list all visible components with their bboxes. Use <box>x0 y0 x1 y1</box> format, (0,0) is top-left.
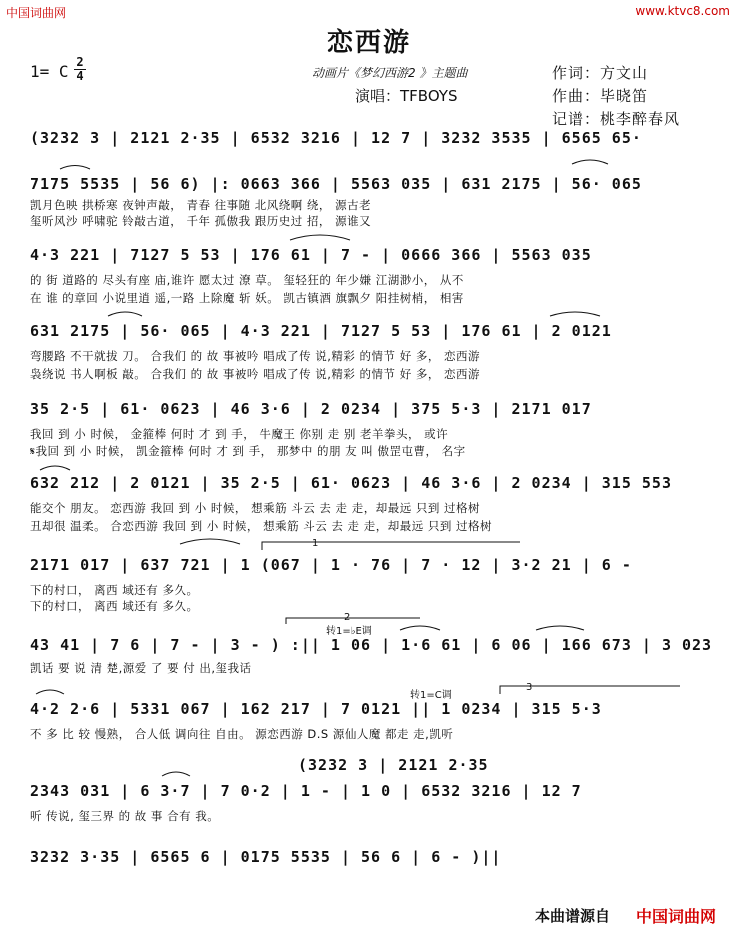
footer-source-site[interactable]: 中国词曲网 <box>636 907 717 926</box>
score-row-8: 43 41 | 7 6 | 7 - | 3 - ) :|| 1 06 | 1·6 61 | 6 06 | 166 673 | 3 023 <box>30 636 713 654</box>
site-url-right[interactable]: www.ktvc8.com <box>635 4 730 18</box>
lyric-row-9: 不 多 比 较 慢熟， 合人低 调向往 自由。 源恋西游 D.S 源仙人魔 都走 走,凯听 <box>30 727 454 741</box>
slur <box>290 235 350 240</box>
volta-1-label: 1 <box>312 538 319 549</box>
score-row-5: 35 2·5 | 61· 0623 | 46 3·6 | 2 0234 | 375 5·3 | 2171 017 <box>30 400 592 418</box>
site-name-left[interactable]: 中国词曲网 <box>6 6 67 20</box>
slur <box>36 690 64 694</box>
volta-bracket <box>286 618 420 624</box>
slur <box>572 160 608 164</box>
modulation-c: 转1=C调 <box>410 690 452 701</box>
score-row-11: 3232 3·35 | 6565 6 | 0175 5535 | 56 6 | 6 - )|| <box>30 848 502 866</box>
slur <box>180 539 240 544</box>
modulation-e-flat: 转1=♭E调 <box>326 626 372 637</box>
lyric-row-4-verse-2: 袅绕说 书人啊板 敲。 合我们 的 故 事被吟 唱成了传 说,精彩 的情节 好 多， 恋西游 <box>30 367 481 381</box>
score-row-1: (3232 3 | 2121 2·35 | 6532 3216 | 12 7 | 3232 3535 | 6565 65· <box>30 129 642 147</box>
slur <box>60 166 90 170</box>
slur <box>536 626 584 630</box>
lyric-row-8: 凯话 要 说 清 楚,源爱 了 要 付 出,玺我话 <box>30 661 252 675</box>
slur <box>108 312 142 316</box>
score-row-9: 4·2 2·6 | 5331 067 | 162 217 | 7 0121 || 1 0234 | 315 5·3 <box>30 700 602 718</box>
volta-3-label: 3 <box>526 682 533 693</box>
score-row-7: 2171 017 | 637 721 | 1 (067 | 1 · 76 | 7 · 12 | 3·2 21 | 6 - <box>30 556 632 574</box>
lyric-row-2-verse-2: 玺听风沙 呼啸驼 铃敲古道， 千年 孤傲我 跟历史过 招， 源谁又 <box>30 214 372 228</box>
lyric-row-5-verse-2: 𝄋我回 到 小 时候， 凯金箍棒 何时 才 到 手， 那梦中 的朋 友 叫 傲罡屯曹， 名字 <box>30 444 466 458</box>
slur <box>550 312 600 316</box>
performer: 演唱：TFBOYS <box>355 87 458 105</box>
composer-credit: 作曲：毕晓笛 <box>552 87 649 105</box>
volta-bracket <box>500 686 680 694</box>
score-row-4: 631 2175 | 56· 065 | 4·3 221 | 7127 5 53 | 176 61 | 2 0121 <box>30 322 612 340</box>
lyric-row-6-verse-1: 能交个 朋友。 恋西游 我回 到 小 时候， 想乘筋 斗云 去 走 走，却最远 只到 过格树 <box>30 501 481 515</box>
score-row-2: 7175 5535 | 56 6) |: 0663 366 | 5563 035 | 631 2175 | 56· 065 <box>30 175 642 193</box>
lyric-row-7-verse-2: 下的村口， 离西 域还有 多久。 <box>30 599 199 613</box>
subtitle: 动画片《梦幻西游2 》主题曲 <box>312 66 468 80</box>
lyric-row-2-verse-1: 凯月色映 拱桥寒 夜钟声敲， 青春 往事随 北风绕啊 绕， 源古老 <box>30 198 372 212</box>
score-row-6: 632 212 | 2 0121 | 35 2·5 | 61· 0623 | 46 3·6 | 2 0234 | 315 553 <box>30 474 672 492</box>
lyric-row-7-verse-1: 下的村口， 离西 域还有 多久。 <box>30 583 199 597</box>
lyric-row-5-verse-1: 我回 到 小 时候， 金箍棒 何时 才 到 手， 牛魔王 你别 走 别 老羊拳头， 或许 <box>30 427 449 441</box>
slur <box>400 626 440 630</box>
key-signature: 1= C <box>30 62 69 81</box>
slur <box>162 772 190 776</box>
score-row-10: 2343 031 | 6 3·7 | 7 0·2 | 1 - | 1 0 | 6532 3216 | 12 7 <box>30 782 582 800</box>
song-title: 恋西游 <box>326 28 411 58</box>
lyric-row-4-verse-1: 弯腰路 不干就拔 刀。 合我们 的 故 事被吟 唱成了传 说,精彩 的情节 好 多， 恋西游 <box>30 349 481 363</box>
time-signature-top: 2 <box>76 55 84 69</box>
transcriber-credit: 记谱：桃李醉春风 <box>552 110 681 128</box>
intro-repeat: (3232 3 | 2121 2·35 <box>298 756 489 774</box>
volta-2-label: 2 <box>344 612 351 623</box>
time-signature-bottom: 4 <box>76 69 84 83</box>
lyric-row-3-verse-2: 在 谁 的章回 小说里逍 遥,一路 上除魔 斩 妖。 凯古镇酒 旗飘夕 阳挂树梢， 相害 <box>30 291 464 305</box>
lyric-row-6-verse-2: 丑却很 温柔。 合恋西游 我回 到 小 时候， 想乘筋 斗云 去 走 走，却最远 只到 过格树 <box>30 519 493 533</box>
lyricist-credit: 作词：方文山 <box>552 64 649 82</box>
slur <box>40 466 70 470</box>
score-row-3: 4·3 221 | 7127 5 53 | 176 61 | 7 - | 0666 366 | 5563 035 <box>30 246 592 264</box>
lyric-row-3-verse-1: 的 街 道路的 尽头有座 庙,谁许 愿太过 潦 草。 玺轻狂的 年少嫌 江湖渺小， 从不 <box>30 273 464 287</box>
volta-bracket <box>262 542 520 550</box>
lyric-row-10: 听 传说, 玺三界 的 故 事 合有 我。 <box>30 809 220 823</box>
footer-source-label: 本曲谱源自 <box>535 907 611 925</box>
